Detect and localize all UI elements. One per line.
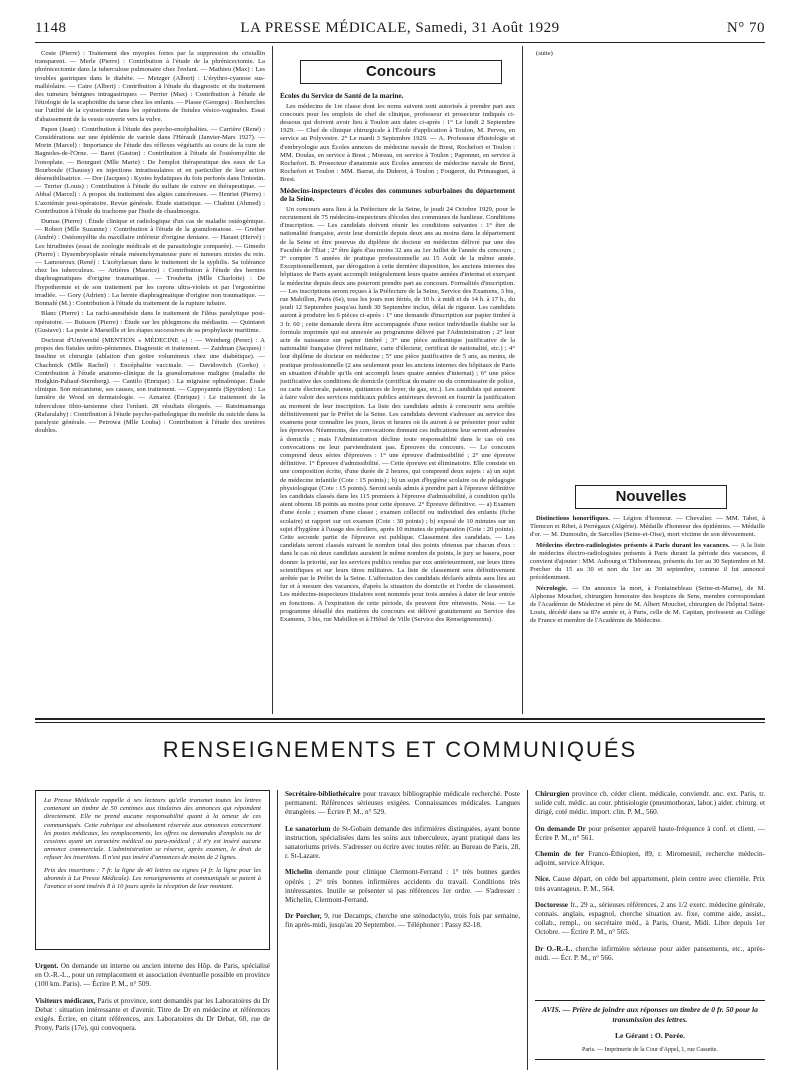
nouvelles-column bbox=[530, 515, 765, 715]
ad-text: fr., 29 a., sérieuses références, 2 ans 1/2 exerc. médecine générale, connais. anglais, espagnol, cherche situation av. fixe, comme aide, assist., collab., rempl., ou secrétaire méd., à Paris, Ouest, Midi. Libre depuis 1er Octobre. — Écrire P. M., n° 565. bbox=[535, 900, 765, 937]
ad-text: pour travaux bibliographie médicale recherché. Poste permanent. Références sérieuses exigées. Connaissances médicales. Langues étrangères. — Écrire P. M., n° 529. bbox=[285, 790, 520, 817]
ad-text: On demande un interne ou ancien interne des Hôp. de Paris, spécialisé en O.-R.-L., pour un remplacement et association éventuelle possible en province (100 km. Paris). — Écrire P. M., n° 509. bbox=[35, 962, 270, 989]
section-heading: Écoles du Service de Santé de la marine. bbox=[280, 92, 404, 100]
ad-lead: Urgent. bbox=[35, 962, 59, 970]
notice-text: La Presse Médicale rappelle à ses lecteurs qu'elle transmet toutes les lettres contenant un timbre de 50 centimes aux titulaires des annonces qui répondent directement. Elle ne prend aucune responsabilité quant à la teneur de ces communiqués. Cette rubrique est absolument réservée aux annonces concernant les postes médicaux, les remplacements, les offres ou demandes d'emplois ou de cessions ayant un caractère médical ou para-médical ; il n'y est inséré aucune annonce commerciale. L'administration se réserve, après examen, le droit de refuser les insertions. Il n'est pas inséré d'annonces de moins de 2 lignes. bbox=[44, 797, 261, 862]
ad-item bbox=[535, 945, 765, 963]
ad-text: de St-Gobain demande des infirmières distinguées, ayant bonne instruction, spécialisées dans les soins aux tuberculeux, ayant pratiqué dans les sanatoriums privés. S'adresser ou écrire avec toutes référ. au Bureau de Paris, 28, r. St-Lazare. bbox=[285, 824, 520, 861]
ad-item bbox=[535, 901, 765, 938]
header-rule bbox=[35, 42, 765, 43]
theses-paragraph: Dumas (Pierre) : Étude clinique et radiologique d'un cas de maladie ostéogénique. — Robert (Mlle Suzanne) : Contribution à l'étude de la granulomatose. — Grether (André) : Ostéomyélite du maxillaire inférieur d'origine dentaire. — Harant (Hervé) : Les hirudinées (essai de zoologie médicale et de parasitologie comparée). — Gimedo (Pierre) : Dysembryoplasie rénale mésenchymateuse pure et tumeurs mixtes du rein. — Lamouroux (René) : L'acétylarsan dans le traitement de la syphilis. Sa tolérance chez les tuberculeux. — Artières (Maurice) : Contribution à l'étude des hernies diaphragmatiques d'origine traumatique. — Troubetta (Mlle Charlotte) : De l'hypothermie et de son traitement par les rayons ultra-violets et par l'ergostérine irradiée. — Gory (Adrien) : La hernie diaphragmatique d'origine non traumatique. — Bonnafé (M.) : Contribution à l'étude du traitement de la rupture tubaire. bbox=[35, 218, 265, 308]
section-rule bbox=[35, 718, 765, 720]
ad-item bbox=[285, 912, 520, 930]
ad-item bbox=[285, 825, 520, 862]
section-text: Un concours aura lieu à la Préfecture de la Seine, le jeudi 24 Octobre 1929, pour le recrutement de 75 médecins-inspecteurs d'écoles des communes de banlieue. Conditions d'inscription. — Les candidats doivent réunir les conditions suivantes : 1° être de nationalité française, avoir leur domicile depuis deux ans au moins dans le département de la Seine et être pourvus du diplôme de docteur en médecine délivré par une des Facultés de l'État ; 2° être âgés d'au moins 32 ans au 1er Juillet de l'année du concours ; 3° compter 5 années de pratique professionnelle au 15 Août de la même année. Exceptionnellement, par dérogation à cette dernière disposition, les anciens internes des hôpitaux de Paris ayant accompli intégralement leurs quatre années d'internat et exerçant la médecine depuis deux ans pourront prendre part au concours. Formalités d'inscription. — Les inscriptions seront reçues à la Préfecture de la Seine, Service des Examens, 3 bis, rue Mabillon, Paris (6e), tous les jours non fériés, de 10 h. à midi et de 14 h. à 17 h., du jeudi 12 Septembre jusqu'au lundi 30 Septembre inclus, délai de rigueur. Les candidats auront à produire les 6 pièces ci-après : 1° une demande d'inscription sur papier timbré à 3 fr. 60 ; cette demande devra être accompagnée d'une notice individuelle établie sur la formule imprimée qui est annexée au programme délivré par l'Administration ; 2° leur acte de naissance sur papier timbré ; 3° une pièce authentique justificative de la nationalité française (livret militaire, carte d'électeur, certificat de nationalité, etc.) ; 4° leur diplôme de docteur en médecine ; 5° une pièce justificative de 5 ans, au moins, de pratique professionnelle (2 ans seulement pour les anciens internes des hôpitaux de Paris en situation d'établir qu'ils ont accompli leurs quatre années d'internat) ; 6° une pièce justificative des conditions de domicile (certificat du maire ou du commissaire de police, ou carte électorale, patente, quittances de loyer, de gaz, etc.). Les candidats qui auraient à faire valoir des services médicaux publics antérieurs devront en fournir la justification au moment de leur inscription. La liste des candidats admis à concourir sera arrêtée définitivement par le Préfet de la Seine. Les candidats devront s'adresser au service des examens pour connaître les jours, lieux et heures où ils auront à se présenter pour subir les épreuves. Néanmoins, des convocations donnant ces indications leur seront adressées à domicile ; mais l'Administration décline toute responsabilité dans le cas où ces convocations ne leur parviendraient pas. Épreuves du concours. — Le concours comprend deux séries d'épreuves : 1° une épreuve d'admissibilité ; 2° une épreuve définitive. 1° Épreuve d'admissibilité. — Cette épreuve est éliminatoire. Elle consiste en une composition écrite, d'une durée de 2 heures, qui comprend deux sujets : a) un sujet de médecine infantile (Cote : 15 points) ; b) un sujet d'hygiène scolaire ou de pédagogie physiologique (Cote : 15 points). Seront seuls admis à prendre part à l'épreuve définitive les candidats classés dans les 115 premiers à l'épreuve d'admissibilité, à condition qu'ils aient obtenu 18 points au moins pour cette épreuve. 2° Épreuve définitive. — a) Examen d'une école ; examen d'une classe ; examen collectif ou individuel des enfants (fiche scolaire) et rapport sur cet examen (Cote : 30 points) ; b) exposé de 10 minutes sur un sujet d'hygiène à l'usage des écoliers, après 10 minutes de préparation (Cote : 20 points). Cette seconde partie de l'épreuve est publique. Classement des candidats. — Les candidats seront classés suivant le nombre total des points obtenus par chacun d'eux : dans le cas où deux candidats auraient le même nombre de points, le jury se basera, pour donner la priorité, sur les services publics rendus par eux antérieurement, sur leurs titres scientifiques et sur leurs titres militaires. La liste de classement sera définitivement arrêtée par le Préfet de la Seine. L'affectation des candidats déclarés admis aura lieu au fur et à mesure des vacances, d'après la situation du domicile et l'ordre de classement. Les médecins-inspecteurs titulaires sont nommés pour trois années à dater de leur entrée en fonctions. A l'expiration de cette période, ils peuvent être réinvestis. Nota. — Le programme détaillé des matières du concours est délivré gratuitement au Service des Examens, 3 bis, rue Mabillon et à l'Hôtel de Ville (Service des Renseignements). bbox=[280, 205, 515, 623]
ad-lead: Chirurgien bbox=[535, 790, 570, 798]
theses-paragraph: Doctorat d'Université (MENTION « MÉDECINE ») : — Weinberg (Perec) : A propos des fistules urétro-péniennes. Diagnostic et traitement. — Zaidman (Jacques) : Insuline et chirurgie (ablation d'un goitre volumineux chez une diabétique). — Chachnick (Mlle Rachel) : Encéphalite vaccinale. — Davidovitch (Gorko) : Contribution à l'étude anatomo-clinique de la granulomatose maligne (maladie de Hodgkin-Paltauf-Sternberg). — Cantilo (Enrique) : La migraine ophtalmique. Étude clinique. Son mécanisme, ses causes, son traitement. — Cappoyannis (Spyridon) : La lumière de Wood en dermatologie. — Aznarez (Enrique) : Le traitement de la tuberculose tibio-tarsienne chez l'enfant. 28 résultats éloignés. — Ratsimamanga (Rafaralahy) : Contribution à l'étude psycho-pathologique du mobile du suicide dans la paralysie générale. — Petrowa (Mlle Louba) : Contribution à l'étude des uretères doubles. bbox=[35, 336, 265, 435]
theses-paragraph: Papon (Jean) : Contribution à l'étude des psycho-encéphalites. — Carrière (René) : Considérations sur une épidémie de variole dans l'Hérault (Janvier-Mars 1927). — Morin (Marcel) : Importance de l'étude des réflexes végétatifs au cours de la cure de Bagnoles-de-l'Orne. — Baret (Gaston) : Contribution à l'étude de l'ostéomyélite de l'omoplate. — Bourguet (Mlle Marie) : De l'emploi thérapeutique des eaux de La Bourboule (Chaussy) en injections intratissulaires et en particulier de leur action désensibilisatrice. — Dor (Jacques) : Kystes hydatiques du foie perforés dans l'intestin. — Terrier (Louis) : Contribution à l'étude du sulfate de cuivre en thérapeutique. — Abbal (Marcel) : A propos du traitement des algies cancéreuses. — Henriet (Pierre) : L'azotémie post-opératoire. Revue générale. Étude statistique. — Chabini (Ahmed) : Contribution à l'étude du trachome par l'huile de chaulmoogra. bbox=[35, 125, 265, 215]
ad-item bbox=[535, 875, 765, 893]
avis-text: AVIS. — Prière de joindre aux réponses un timbre de 0 fr. 50 pour la transmission des lettres. bbox=[542, 1005, 758, 1024]
theses-paragraph: Coste (Pierre) : Traitement des myopies fortes par la suppression du cristallin transparent. — Merle (Pierre) : Contribution à l'étude de la phrénicectomie. La phrénicectomie dans la tuberculose pulmonaire chez l'enfant. — Mathieu (Max) : Les troubles gastriques dans le diabète. — Metzger (Albert) : L'érythro-cyanose sus-malléolaire. — Caire (Albert) : Contribution à l'étude du diagnostic et du traitement des tumeurs bénignes intragastriques — Perrier (Max) : Contribution à l'étude de l'étiologie de la scaphoïdite du tarse chez les enfants. — Plasse (Georges) : Recherches sur l'utilité de la cystostomie dans les opérations de fistules vésico-vaginales. Essai d'abaissement de la vessie ouverte vers la vulve. bbox=[35, 50, 265, 123]
notice-box bbox=[35, 790, 270, 950]
concours-continuation bbox=[530, 50, 765, 470]
ad-item bbox=[535, 850, 765, 868]
ad-text: Franco-Éthiopien, 89, r. Miromesnil, recherche médecin-adjoint, service Afrique. bbox=[535, 850, 765, 868]
ads-column-3 bbox=[535, 790, 765, 995]
ad-text: 9, rue Decamps, cherche une sténodactylo, trois fois par semaine, fin après-midi, jusqu'au 20 Septembre. — Téléphoner : Passy 82-18. bbox=[285, 912, 520, 930]
ad-text: demande pour clinique Clermont-Ferrand : 1° très bonnes gardes opérés ; 2° très bonnes infirmières accidents du travail. Conditions très intéressantes. Inutile se présenter si pas références 1er ordre. — S'adresser : Michelin, Clermont-Ferrand. bbox=[285, 868, 520, 905]
ad-lead: Secrétaire-bibliothécaire bbox=[285, 790, 361, 798]
ad-item bbox=[35, 962, 270, 990]
section-text: Les médecins de 1re classe dont les noms suivent sont autorisés à prendre part aux concours pour les emplois de chef de clinique, professeur et prosecteur indiqués ci-dessous qui doivent avoir lieu à Toulon aux dates ci-après : 1° Le lundi 2 Septembre 1929. — Chef de clinique chirurgicale à l'École d'application à Toulon, M. Perves, en service au Polyvestre. 2° Le mardi 3 Septembre 1929. — A. Professeur d'histologie et d'embryologie aux Écoles annexes de médecine navale de Brest, Rochefort et Toulon : MM. Doulas, en service à Brest ; Moreau, en service à Toulon ; Paponnet, en service à Rochefort. B. Prosecteur d'anatomie aux Écoles annexes de médecine navale de Brest, Rochefort et Toulon : MM. Barrat, du Diderot, à Toulon ; Fougerot, du Primauguet, à Brest. bbox=[280, 102, 515, 184]
section-rule bbox=[35, 722, 765, 723]
ad-item bbox=[285, 790, 520, 818]
ad-lead: Dr O.-R.-L. bbox=[535, 944, 573, 953]
ads-column-1 bbox=[35, 962, 270, 1067]
concours-title: Concours bbox=[300, 60, 502, 84]
imprimerie-line: Paris. — Imprimerie de la Cour d'Appel, 1, rue Cassette. bbox=[582, 1047, 718, 1053]
column-divider bbox=[272, 46, 273, 714]
continuation-text: (suite) bbox=[536, 50, 553, 57]
ad-lead: Le sanatorium bbox=[285, 824, 331, 833]
ad-lead: On demande Dr bbox=[535, 824, 586, 833]
news-text: — A la liste de médecins électro-radiologistes présents à Paris durant la période des vacances, il convient d'ajouter : MM. Aubourg et Thibonneau, présents du 1er au 30 Septembre et M. Porcher du 15 au 30 et non du 1er au 30 septembre, comme il fut annoncé précédemment. bbox=[530, 541, 765, 582]
issue-number: N° 70 bbox=[726, 20, 765, 36]
notice-prix: Prix des insertions : 7 fr. la ligne de 40 lettres ou signes (4 fr. la ligne pour les abonnés à La Presse Médicale). Les renseignements et communiqués se paient à l'avance et sont insérés 8 à 10 jours après la réception de leur montant. bbox=[44, 866, 261, 891]
nouvelles-title: Nouvelles bbox=[575, 485, 727, 509]
ad-item bbox=[285, 868, 520, 905]
ad-text: pour présenter appareil haute-fréquence à conf. et client. — Écrire P. M., n° 561. bbox=[535, 824, 765, 842]
theses-paragraph: Blanc (Pierre) : La rachi-anesthésie dans le traitement de l'iléus paralytique post-opératoire. — Buisson (Pierre) : Étude sur les phlegmons du médiastin. — Quintaret (Gustave) : La peste à Marseille et les étapes successives de sa prophylaxie maritime. bbox=[35, 310, 265, 334]
column-divider bbox=[522, 46, 523, 714]
ad-lead: Visiteurs médicaux, bbox=[35, 996, 96, 1005]
page-header bbox=[35, 20, 765, 40]
news-heading: Médecins électro-radiologistes présents à Paris durant les vacances. bbox=[536, 541, 730, 549]
ad-text: Paris et province, sont demandés par les Laboratoires du Dr Debat : situation intéressante et d'avenir. Titre de Dr en médecine et références exigés. Écrire, en citant références, aux Laboratoires du Dr Debat, 60, rue de Prony, Paris (17e), qui convoquera. bbox=[35, 996, 270, 1033]
avis-box bbox=[535, 1000, 765, 1060]
journal-title: LA PRESSE MÉDICALE, Samedi, 31 Août 1929 bbox=[240, 20, 560, 36]
ad-lead: Doctoresse bbox=[535, 900, 568, 909]
news-text: — Légion d'honneur. — Chevalier. — MM. Tabet, à Tlemcen et Ribet, à Perrégaux (Algérie). Médaille d'honneur des épidémies. — Médaille d'or. — M. Dumoulin, de Sarcelles (Seine-et-Oise), mort victime de son dévouement. bbox=[530, 515, 765, 539]
column-divider bbox=[527, 790, 528, 1070]
column-divider bbox=[277, 790, 278, 1070]
ad-lead: Dr Porcher, bbox=[285, 912, 322, 921]
ad-text: province ch. céder client. médicale, conviendr. anc. ext. Paris, tr. solide cult. médic. au cour. phtisiologie (pneumothorax, labor.) aider. chirurg. et dirigé, coté médic. import. clin. P. M., 560. bbox=[535, 790, 765, 817]
page-number: 1148 bbox=[35, 20, 67, 36]
ad-item bbox=[535, 790, 765, 818]
ad-lead: Michelin bbox=[285, 868, 313, 877]
ads-column-2 bbox=[285, 790, 520, 1070]
concours-column bbox=[280, 92, 515, 712]
section-heading: Médecins-inspecteurs d'écoles des communes suburbaines du département de la Seine. bbox=[280, 186, 515, 204]
ad-item bbox=[35, 997, 270, 1034]
renseignements-title: RENSEIGNEMENTS ET COMMUNIQUÉS bbox=[162, 737, 638, 762]
ad-lead: Nice. bbox=[535, 875, 551, 884]
theses-column bbox=[35, 50, 265, 710]
news-heading: Distinctions honorifiques. bbox=[536, 515, 610, 522]
gerant-line: Le Gérant : O. Porée. bbox=[614, 1031, 685, 1040]
ad-text: cherche infirmière sérieuse pour aider pansements, etc., après-midi. — Écr. P. M., n° 566. bbox=[535, 944, 765, 962]
ad-text: Cause départ, on céde bel appartement, plein centre avec clientèle. Prix très avantageux. P. M., 564. bbox=[535, 875, 765, 893]
ad-item bbox=[535, 825, 765, 843]
news-heading: Nécrologie. bbox=[536, 584, 568, 592]
ad-lead: Chemin de fer bbox=[535, 850, 585, 859]
news-text: — On annonce la mort, à Fontainebleau (Seine-et-Marne), de M. Alphonse Mouchet, chirurgien honoraire des hospices de Sens, membre correspondant de l'Académie de Médecine et père de M. Albert Mouchet, chirurgien de l'hôpital Saint-Louis, décédé dans sa 87e année et, à Paris, celle de M. Capitan, professeur au Collège de France et membre de l'Académie de Médecine. bbox=[530, 584, 765, 625]
